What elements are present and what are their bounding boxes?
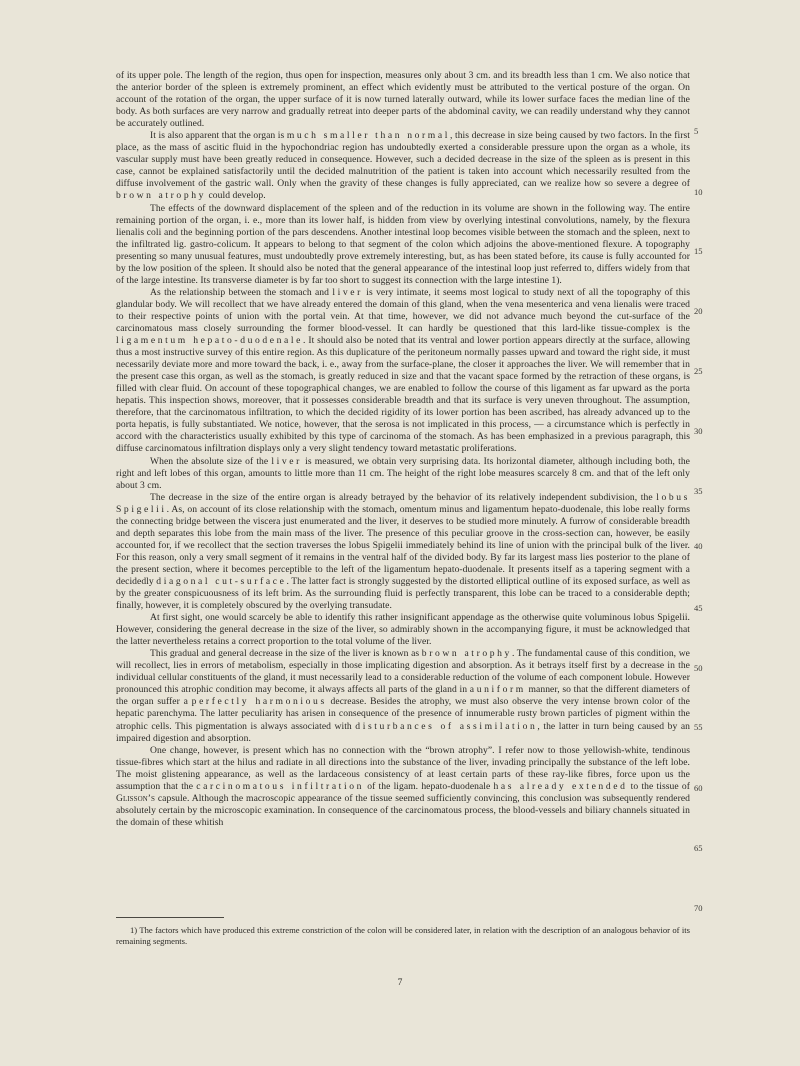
paragraph [116,456,690,492]
footnote-text: 1) The factors which have produced this extreme constriction of the colon will be considered later, in relation with the description of an analogous behavior of its remaining segments. [116,925,690,946]
text-run: of its upper pole. The length of the region, thus open for inspection, measures only about 3 cm. and its breadth less than 1 cm. We also notice that the anterior border of the spleen is extremely prominent, an effect which evidently must be attributed to the vertical posture of the organ. On account of the rotation of the organ, the upper surface of it is now turned laterally outward, while its lower surface faces the median line of the body. As both surfaces are very narrow and gradually retreat into deeper parts of the abdominal cavity, we can readily understand why they cannot be accurately outlined. [116,70,690,130]
text-run: . As, on account of its close relationship with the stomach, omentum minus and ligamentum hepato-duodenale, this lobe really forms the connecting bridge between the viscera just enumerated and the liver, it deserves to be studied more minutely. A furrow of considerable breadth and depth separates this lobe from the main mass of the liver. The presence of this peculiar groove in the cross-section can, however, be easily accounted for, if we recollect that the section traverses the lobus Spigelii immediately behind its line of union with the principal bulk of the liver. For this reason, only a very small segment of it remains in the ventral half of the divided body. By far its largest mass lies posterior to the plane of the present section, where it becomes perceptible to the left of the ligamentum hepato-duodenale. It presents itself as a tapering segment with a decidedly [116,503,690,587]
emphasis-text: lobus Spigelii [116,491,690,515]
paragraph [116,203,690,287]
emphasis-text: has already extended [493,780,628,792]
text-run: decrease. Besides the atrophy, we must also observe the very intense brown color of the hepatic parenchyma. The latter peculiarity has arisen in consequence of the presence of innumerable rusty brown particles of pigment within the atrophic cells. This pigmentation is always associated with [116,696,690,732]
text-run: The decrease in the size of the entire organ is already betrayed by the behavior of its relatively independent subdivision, the [150,491,657,503]
margin-line-number: 40 [694,541,703,551]
margin-line-number: 35 [694,486,703,496]
margin-line-number: 45 [694,603,703,613]
paragraph [116,70,690,130]
text-run: . The fundamental cause of this condition, we will recollect, lies in errors of metabolism, especially in those implicating digestion and absorption. As it betrays itself first by a decrease in the individual cellular constituents of the gland, it must necessarily lead to a considerable reduction of the volume of each component lobule. However pronounced this atrophic condition may become, it always affects all parts of the gland in a [116,648,690,696]
emphasis-text: brown atrophy [421,648,512,660]
text-run: At first sight, one would scarcely be able to identify this rather insignificant appendage as the otherwise quite voluminous lobus Spigelii. However, considering the general decrease in the size of the liver, so admirably shown in the accompanying figure, it must be acknowledged that the latter nevertheless retains a correct proportion to the total volume of the liver. [116,612,690,648]
emphasis-text: brown atrophy [116,190,207,202]
footnote-rule [116,917,224,918]
emphasis-text: ligamentum hepato-duodenale [116,335,304,347]
emphasis-text: Glisson’s [116,792,155,804]
paragraph [116,612,690,648]
margin-line-number: 55 [694,722,703,732]
margin-line-number: 20 [694,306,703,316]
margin-line-number: 50 [694,663,703,673]
margin-line-number: 25 [694,366,703,376]
emphasis-text: much smaller than normal [286,130,450,142]
text-run: could develop. [206,190,266,202]
page-number: 7 [397,978,403,988]
emphasis-text: carcinomatous infiltration [196,780,365,792]
paragraph [116,648,690,744]
emphasis-text: uniform [476,684,526,696]
text-run: . It should also be noted that its ventral and lower portion appears directly at the surface, allowing thus a most instructive survey of this entire region. As this duplicature of the peritoneum normally passes upward and toward the right side, it must necessarily deviate more and more toward the back, i. e., away from the surface-plane, the closer it approaches the liver. We will remember that in the present case this organ, as well as the stomach, is greatly reduced in size and that the vacant space formed by the retraction of these organs, is filled with clear fluid. On account of these topographical changes, we are enabled to follow the course of this ligament as far upward as the porta hepatis. This inspection shows, moreover, that it possesses considerable breadth and that its surface is very uneven throughout. The assumption, therefore, that the carcinomatous infiltration, to which the decided rigidity of its lower portion has been ascribed, has already advanced up to the porta hepatis, is fully substantiated. We notice, however, that the serosa is not implicated in this process, — a circumstance which is perfectly in accord with the characteristics usually exhibited by this type of carcinoma of the stomach. As has been emphasized in a previous paragraph, this diffuse carcinomatous infiltration displays only a very slight tendency toward metastatic proliferations. [116,335,690,455]
footnote [116,925,690,947]
paragraph [116,492,690,612]
text-run: One change, however, is present which has no connection with the “brown atrophy”. I refer now to those yellowish-white, tendinous tissue-fibres which start at the hilus and radiate in all directions into the substance of the liver, invading principally the substance of the left lobe. The moist glistening appearance, as well as the lardaceous consistency of at least certain parts of these ray-like fibres, force upon us the assumption that the [116,744,690,792]
margin-line-number: 60 [694,783,703,793]
text-run: This gradual and general decrease in the size of the liver is known as [150,648,422,660]
emphasis-text: disturbances of assimilation [355,720,538,732]
paragraph [116,745,690,829]
paragraph [116,287,690,456]
text-run: is very intimate, it seems most logical to study next of all the topography of this glandular body. We will recollect that we have already entered the domain of this gland, when the vena mesenterica and vena lienalis were traced to their respective points of union with the portal vein. At that time, however, we did not advance much beyond the cut-surface of the carcinomatous mass closely surrounding the former blood-vessel. It can hardly be questioned that this lard-like tissue-complex is the [116,286,690,334]
emphasis-text: diagonal cut-surface [156,575,287,587]
margin-line-number: 30 [694,426,703,436]
text-run: is measured, we obtain very surprising data. Its horizontal diameter, although including both, the right and left lobes of this organ, amounts to little more than 11 cm. The height of the right lobe measures scarcely 8 cm. and that of the left only about 3 cm. [116,455,690,491]
margin-line-number: 10 [694,187,703,197]
text-run: It is also apparent that the organ is [150,130,287,142]
text-run: When the absolute size of the [150,455,272,467]
margin-line-number: 65 [694,843,703,853]
text-run: of the ligam. hepato-duodenale [364,780,494,792]
text-run: to the tissue of [627,780,690,792]
text-run: As the relationship between the stomach and [150,286,333,298]
paragraph [116,130,690,202]
emphasis-text: perfectly harmonious [191,696,327,708]
text-run: manner, so that the different diameters of the organ suffer a [116,684,690,708]
emphasis-text: liver [271,455,302,467]
text-run: , this decrease in size being caused by two factors. In the first place, as the mass of ascitic fluid in the hypochondriac region has undoubtedly exerted a considerable pressure upon the organ as a whole, its vascular supply must have been greatly reduced in consequence. However, such a decided decrease in the size of the spleen as is present in this case, cannot be explained satisfactorily until the decided malnutrition of the patient is taken into account which necessarily resulted from the diffuse involvement of the gastric wall. Only when the gravity of these changes is fully appreciated, can we realize how so severe a degree of [116,130,690,190]
text-run: capsule. Although the macroscopic appearance of the tissue seemed sufficiently convincing, this conclusion was subsequently rendered absolutely certain by the microscopic examination. In consequence of the carcinomatous process, the blood-vessels and biliary channels situated in the domain of these whitish [116,792,690,828]
margin-line-number: 70 [694,903,703,913]
emphasis-text: liver [332,286,363,298]
body-text [116,70,690,829]
margin-line-number: 5 [694,126,699,136]
text-run: The effects of the downward displacement of the spleen and of the reduction in its volume are shown in the following way. The entire remaining portion of the organ, i. e., more than its lower half, is hidden from view by overlying intestinal convolutions, namely, by the flexura lienalis coli and the beginning portion of the pars descendens. Another intestinal loop becomes visible between the stomach and the spleen, next to the infiltrated lig. gastro-colicum. It appears to belong to that segment of the colon which adjoins the above-mentioned flexure. A topography presenting so many unusual features, must undoubtedly prove extremely interesting, but, as has been stated before, its cause is fully accounted for by the low position of the spleen. It should also be noted that the general appearance of the intestinal loop just referred to, differs widely from that of the large intestine. Its transverse diameter is by far too short to suggest its connection with the large intestine 1). [116,202,690,286]
text-run: , the latter in turn being caused by an impaired digestion and absorption. [116,720,690,744]
text-run: . The latter fact is strongly suggested by the distorted elliptical outline of its exposed surface, as well as by the greater conspicuousness of its left brim. As the surrounding fluid is perfectly transparent, this lobe can be traced to a considerable depth; finally, however, it is completely obscured by the overlying transudate. [116,575,690,612]
margin-line-number: 15 [694,246,703,256]
